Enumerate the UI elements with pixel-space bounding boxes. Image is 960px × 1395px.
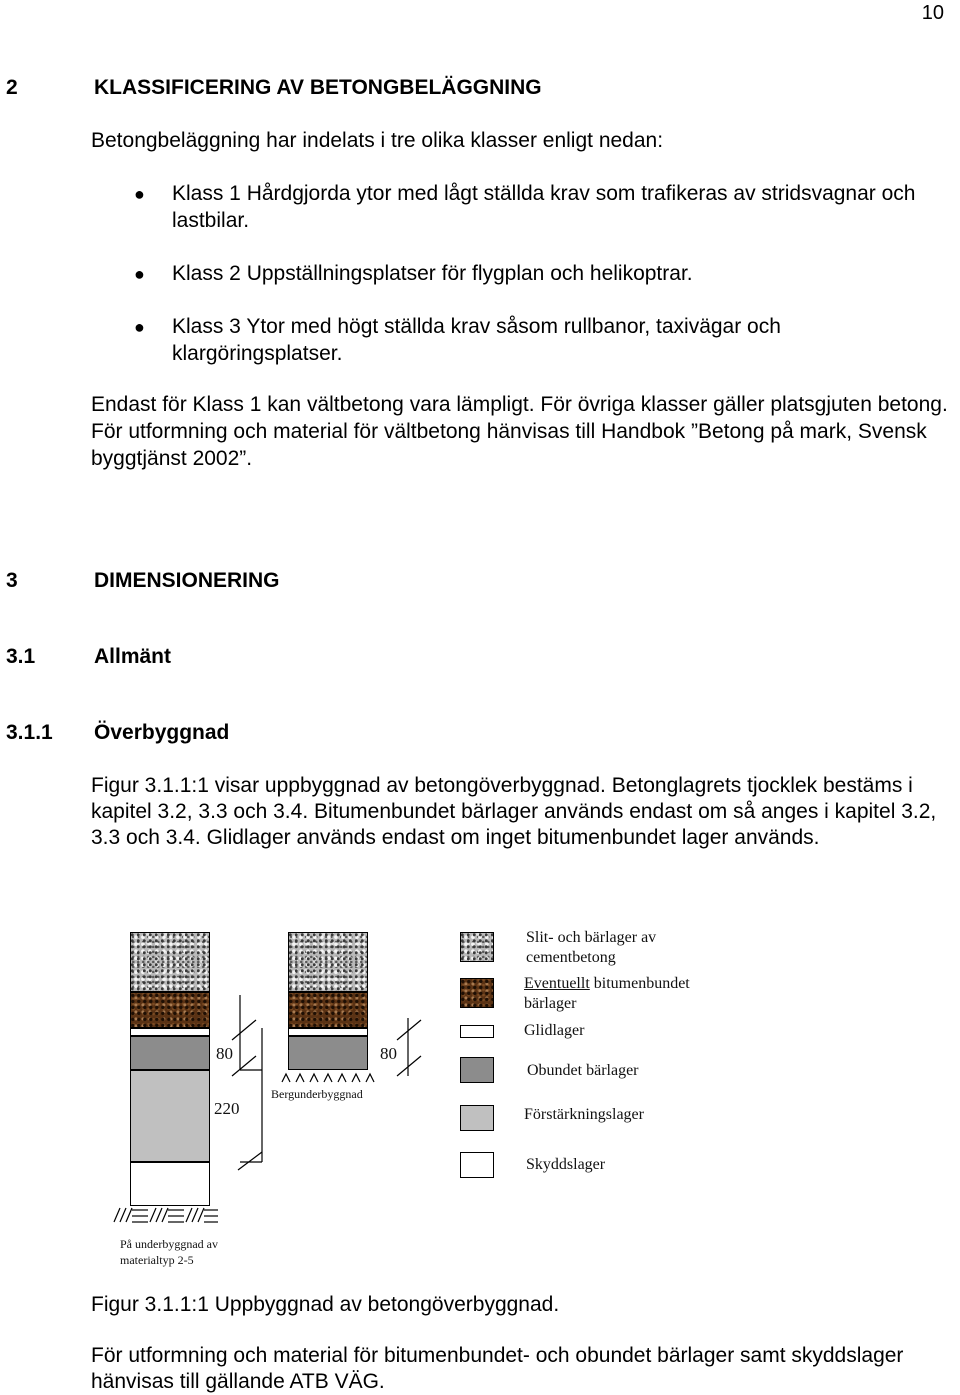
legend-label-underlined: Eventuellt <box>524 975 590 992</box>
legend-label <box>524 974 724 1014</box>
section-title: Överbyggnad <box>94 721 230 744</box>
section-2-heading <box>6 76 906 104</box>
bullet-icon: ● <box>134 184 145 204</box>
legend-label: Slit- och bärlager av cementbetong <box>526 929 657 966</box>
section-number: 3.1 <box>6 645 36 668</box>
section-2-paragraph: Endast för Klass 1 kan vältbetong vara lämpligt. För övriga klasser gäller platsgjuten betong. För utformning och material för vältbetong hänvisas till Handbok ”Betong på mark, Svensk byggtjänst 2002”. <box>91 393 948 470</box>
dim-label: 220 <box>214 1099 240 1118</box>
legend-label-rest: bitumenbundet bärlager <box>524 975 690 1012</box>
underbyggnad-label: På underbyggnad av materialtyp 2-5 <box>120 1237 218 1267</box>
section-3-1-1-paragraph: Figur 3.1.1:1 visar uppbyggnad av betongöverbyggnad. Betonglagrets tjocklek bestäms i kapitel 3.2, 3.3 och 3.4. Bitumenbundet bärlager används endast om så anges i kapitel 3.2, 3.3 och 3.4. Glidlager används endast om inget bitumenbundet lager används. <box>91 774 937 849</box>
bullet-item: Klass 1 Hårdgjorda ytor med lågt ställda krav som trafikeras av stridsvagnar och lastbilar. <box>172 182 916 232</box>
legend-swatch <box>460 1152 494 1178</box>
section-title: KLASSIFICERING AV BETONGBELÄGGNING <box>94 76 542 99</box>
legend-label: Glidlager <box>524 1022 585 1039</box>
bergunder-label: Bergunderbyggnad <box>271 1087 363 1101</box>
figure-caption: Figur 3.1.1:1 Uppbyggnad av betongöverbyggnad. <box>91 1293 560 1316</box>
legend-swatch <box>460 932 494 962</box>
figure-linework <box>0 920 960 1280</box>
bullet-icon: ● <box>134 317 145 337</box>
section-title: Allmänt <box>94 645 172 668</box>
bullet-icon: ● <box>134 264 145 284</box>
legend-swatch <box>460 1025 494 1038</box>
legend-label: Skyddslager <box>526 1156 606 1173</box>
bullet-item: Klass 3 Ytor med högt ställda krav såsom rullbanor, taxivägar och klargöringsplatser. <box>172 315 781 365</box>
legend-label: Obundet bärlager <box>527 1062 639 1079</box>
section-3-1-heading <box>6 645 906 673</box>
section-number: 3 <box>6 569 18 592</box>
legend-swatch <box>460 1057 494 1083</box>
section-3-1-1-heading <box>6 721 906 749</box>
section-title: DIMENSIONERING <box>94 569 280 592</box>
section-2-intro: Betongbeläggning har indelats i tre olika klasser enligt nedan: <box>91 129 664 152</box>
legend-swatch <box>460 978 494 1008</box>
figure-overbyggnad <box>0 920 960 1280</box>
dim-label: 80 <box>380 1044 397 1063</box>
page-number: 10 <box>921 2 944 24</box>
rock-hatch <box>282 1074 374 1082</box>
bullet-item: Klass 2 Uppställningsplatser för flygplan och helikoptrar. <box>172 262 693 285</box>
legend-swatch <box>460 1105 494 1131</box>
soil-hatch <box>114 1208 218 1222</box>
dim-label: 80 <box>216 1044 233 1063</box>
section-3-heading <box>6 569 906 597</box>
legend-label: Förstärkningslager <box>524 1106 644 1123</box>
section-number: 3.1.1 <box>6 721 53 744</box>
closing-paragraph: För utformning och material för bitumenbundet- och obundet bärlager samt skyddslager hänvisas till gällande ATB VÄG. <box>91 1344 904 1393</box>
section-number: 2 <box>6 76 18 99</box>
